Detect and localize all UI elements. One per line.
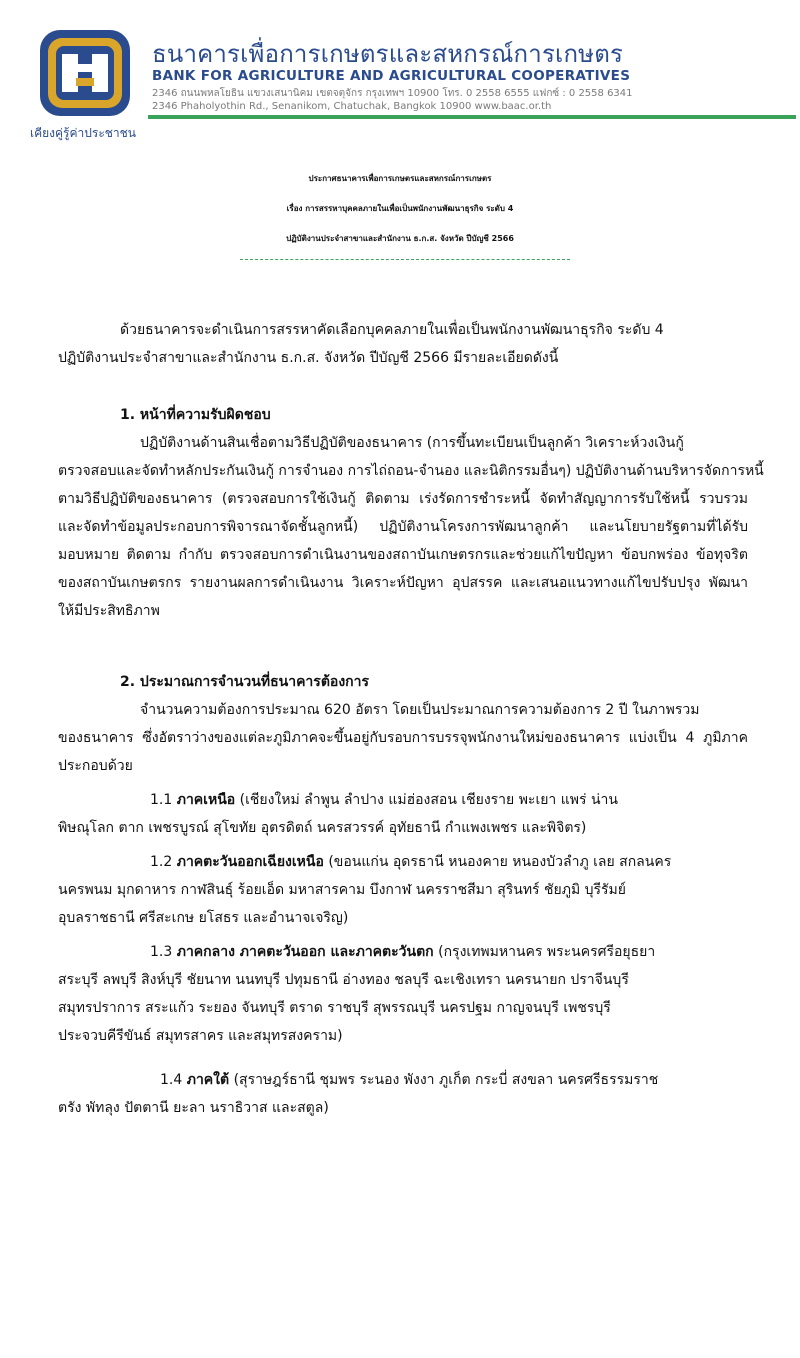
baac-logo — [38, 28, 132, 118]
region-north-first-line — [150, 790, 618, 810]
bank-slogan: เคียงคู่รู้ค่าประชาชน — [30, 126, 136, 140]
region-name: ภาคเหนือ — [176, 792, 236, 808]
section-1-line: ตรวจสอบและจัดทำหลักประกันเงินกู้ การจำนอง การไถ่ถอน-จำนอง และนิติกรรมอื่นๆ) ปฏิบัติงานด้านบริหารจัดการหนี้ — [58, 463, 764, 479]
region-south-first-line — [160, 1070, 658, 1090]
announcement-title: ประกาศธนาคารเพื่อการเกษตรและสหกรณ์การเกษตร — [308, 174, 492, 183]
region-provinces-line: ประจวบคีรีขันธ์ สมุทรสาคร และสมุทรสงคราม) — [58, 1028, 343, 1044]
bank-address-thai: 2346 ถนนพหลโยธิน แขวงเสนานิคม เขตจตุจักร กรุงเทพฯ 10900 โทร. 0 2558 6555 แฟกซ์ : 0 2558 6341 — [152, 88, 633, 99]
announcement-scope: ปฏิบัติงานประจำสาขาและสำนักงาน ธ.ก.ส. จังหวัด ปีบัญชี 2566 — [286, 234, 514, 243]
bank-name-thai: ธนาคารเพื่อการเกษตรและสหกรณ์การเกษตร — [152, 40, 624, 68]
section-2-heading: 2. ประมาณการจำนวนที่ธนาคารต้องการ — [120, 674, 370, 690]
region-number: 1.1 — [150, 792, 173, 808]
intro-line-2: ปฏิบัติงานประจำสาขาและสำนักงาน ธ.ก.ส. จังหวัด ปีบัญชี 2566 มีรายละเอียดดังนี้ — [58, 350, 559, 366]
title-divider — [240, 259, 570, 260]
region-provinces-line: ตรัง พัทลุง ปัตตานี ยะลา นราธิวาส และสตูล) — [58, 1100, 329, 1116]
region-number: 1.4 — [160, 1072, 183, 1088]
region-number: 1.2 — [150, 854, 173, 870]
section-1-line: มอบหมาย ติดตาม กำกับ ตรวจสอบการดำเนินงานของสถาบันเกษตรกรและช่วยแก้ไขปัญหา ข้อบกพร่อง ข้อทุจริต — [58, 547, 748, 563]
section-1-line: ตามวิธีปฏิบัติของธนาคาร (ตรวจสอบการใช้เงินกู้ ติดตาม เร่งรัดการชำระหนี้ จัดทำสัญญาการรับใช้หนี้ รวบรวม — [58, 491, 748, 507]
section-1-line: และจัดทำข้อมูลประกอบการพิจารณาจัดชั้นลูกหนี้) ปฏิบัติงานโครงการพัฒนาลูกค้า และนโยบายรัฐตามที่ได้รับ — [58, 519, 748, 535]
region-provinces: (เชียงใหม่ ลำพูน ลำปาง แม่ฮ่องสอน เชียงราย พะเยา แพร่ น่าน — [239, 792, 618, 808]
bank-name-english: BANK FOR AGRICULTURE AND AGRICULTURAL COOPERATIVES — [152, 68, 631, 84]
baac-logo-icon — [38, 28, 132, 118]
section-2-line: ของธนาคาร ซึ่งอัตราว่างของแต่ละภูมิภาคจะขึ้นอยู่กับรอบการบรรจุพนักงานใหม่ของธนาคาร แบ่งเป็น 4 ภูมิภาค — [58, 730, 748, 746]
announcement-subject: เรื่อง การสรรหาบุคคลภายในเพื่อเป็นพนักงานพัฒนาธุรกิจ ระดับ 4 — [286, 204, 514, 213]
letterhead-divider — [148, 115, 796, 119]
region-provinces: (ขอนแก่น อุดรธานี หนองคาย หนองบัวลำภู เลย สกลนคร — [328, 854, 672, 870]
intro-line-1: ด้วยธนาคารจะดำเนินการสรรหาคัดเลือกบุคคลภายในเพื่อเป็นพนักงานพัฒนาธุรกิจ ระดับ 4 — [120, 322, 664, 338]
region-provinces: (กรุงเทพมหานคร พระนครศรีอยุธยา — [438, 944, 656, 960]
region-provinces-line: นครพนม มุกดาหาร กาฬสินธุ์ ร้อยเอ็ด มหาสารคาม บึงกาฬ นครราชสีมา สุรินทร์ ชัยภูมิ บุรีรัมย์ — [58, 882, 626, 898]
region-northeast-first-line — [150, 852, 671, 872]
region-name: ภาคใต้ — [186, 1072, 230, 1088]
bank-address-english: 2346 Phaholyothin Rd., Senanikom, Chatuchak, Bangkok 10900 www.baac.or.th — [152, 101, 552, 112]
section-1-line: ของสถาบันเกษตรกร รายงานผลการดำเนินงาน วิเคราะห์ปัญหา อุปสรรค และเสนอแนวทางแก้ไขปรับปรุง พัฒนา — [58, 575, 748, 591]
region-number: 1.3 — [150, 944, 173, 960]
section-2-line: จำนวนความต้องการประมาณ 620 อัตรา โดยเป็นประมาณการความต้องการ 2 ปี ในภาพรวม — [140, 702, 700, 718]
region-provinces-line: สมุทรปราการ สระแก้ว ระยอง จันทบุรี ตราด ราชบุรี สุพรรณบุรี นครปฐม กาญจนบุรี เพชรบุรี — [58, 1000, 611, 1016]
region-name: ภาคกลาง ภาคตะวันออก และภาคตะวันตก — [176, 944, 434, 960]
section-1-line: ปฏิบัติงานด้านสินเชื่อตามวิธีปฏิบัติของธนาคาร (การขึ้นทะเบียนเป็นลูกค้า วิเคราะห์วงเงินกู้ — [140, 435, 684, 451]
region-name: ภาคตะวันออกเฉียงเหนือ — [176, 854, 324, 870]
region-provinces-line: อุบลราชธานี ศรีสะเกษ ยโสธร และอำนาจเจริญ) — [58, 910, 349, 926]
region-central-first-line — [150, 942, 655, 962]
section-2-line: ประกอบด้วย — [58, 758, 133, 774]
section-1-heading: 1. หน้าที่ความรับผิดชอบ — [120, 407, 271, 423]
region-provinces: (สุราษฎร์ธานี ชุมพร ระนอง พังงา ภูเก็ต กระบี่ สงขลา นครศรีธรรมราช — [233, 1072, 659, 1088]
section-1-line: ให้มีประสิทธิภาพ — [58, 603, 160, 619]
region-provinces-line: สระบุรี ลพบุรี สิงห์บุรี ชัยนาท นนทบุรี ปทุมธานี อ่างทอง ชลบุรี ฉะเชิงเทรา นครนายก ปราจีนบุรี — [58, 972, 629, 988]
region-provinces-line: พิษณุโลก ตาก เพชรบูรณ์ สุโขทัย อุตรดิตถ์ นครสวรรค์ อุทัยธานี กำแพงเพชร และพิจิตร) — [58, 820, 587, 836]
